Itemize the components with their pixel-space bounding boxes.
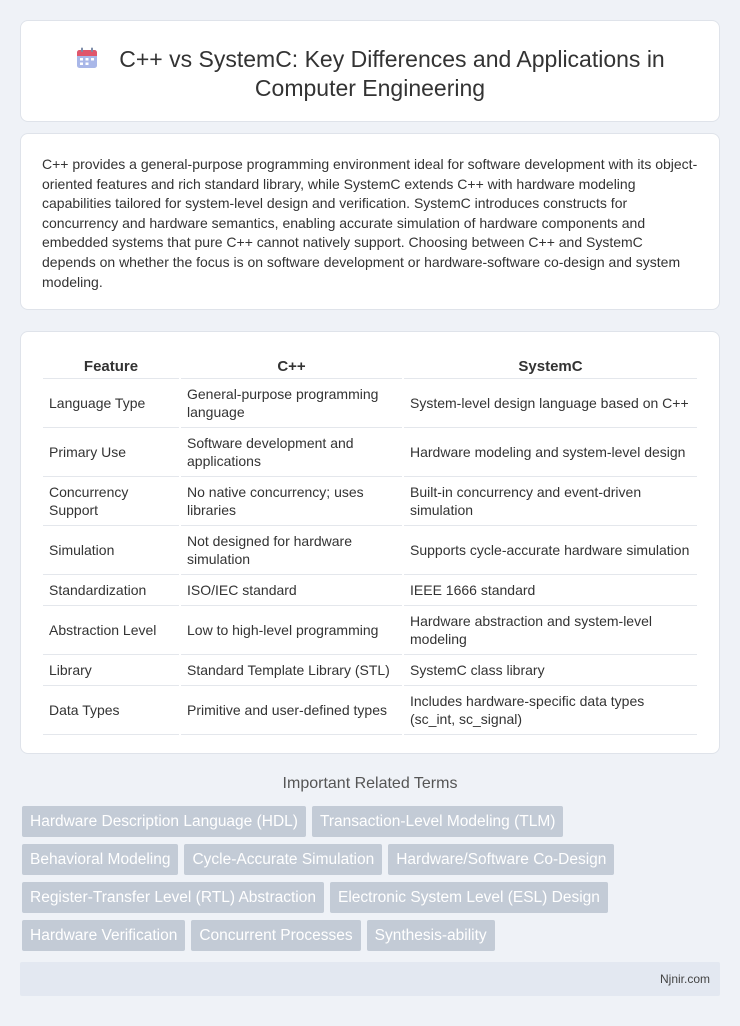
feature-cell: Standardization — [43, 575, 179, 606]
related-terms-heading: Important Related Terms — [282, 775, 458, 792]
title-card — [20, 20, 720, 122]
table-row — [43, 526, 697, 575]
comparison-table — [41, 350, 699, 735]
feature-cell: Primary Use — [43, 428, 179, 477]
related-term-tag[interactable]: Cycle-Accurate Simulation — [184, 844, 382, 875]
page-title — [21, 45, 719, 103]
feature-cell: Language Type — [43, 379, 179, 428]
systemc-cell: SystemC class library — [404, 655, 697, 686]
table-row — [43, 428, 697, 477]
intro-paragraph: C++ provides a general-purpose programming environment ideal for software development with its object-oriented features and rich standard library, while SystemC extends C++ with hardware modeling capabilities tailored for system-level design and verification. SystemC introduces constructs for concurrency and hardware semantics, enabling accurate simulation of hardware components and embedded systems that pure C++ cannot natively support. Choosing between C++ and SystemC depends on whether the focus is on software development or hardware-software co-design and system modeling. — [42, 156, 698, 290]
cpp-cell: No native concurrency; uses libraries — [181, 477, 402, 526]
comparison-card — [20, 331, 720, 754]
systemc-cell: System-level design language based on C++ — [404, 379, 697, 428]
related-term-tag[interactable]: Transaction-Level Modeling (TLM) — [312, 806, 563, 837]
feature-cell: Data Types — [43, 686, 179, 735]
table-row — [43, 606, 697, 655]
footer-bar — [20, 962, 720, 996]
cpp-cell: Software development and applications — [181, 428, 402, 477]
systemc-cell: Hardware modeling and system-level design — [404, 428, 697, 477]
systemc-cell: IEEE 1666 standard — [404, 575, 697, 606]
systemc-cell: Supports cycle-accurate hardware simulation — [404, 526, 697, 575]
header-cpp: C++ — [181, 350, 402, 379]
table-row — [43, 379, 697, 428]
related-term-tag[interactable]: Hardware/Software Co-Design — [388, 844, 614, 875]
cpp-cell: General-purpose programming language — [181, 379, 402, 428]
footer-source: Njnir.com — [659, 972, 710, 986]
header-systemc: SystemC — [404, 350, 697, 379]
related-term-tag[interactable]: Synthesis-ability — [367, 920, 495, 951]
related-term-tag[interactable]: Concurrent Processes — [191, 920, 360, 951]
cpp-cell: Standard Template Library (STL) — [181, 655, 402, 686]
feature-cell: Abstraction Level — [43, 606, 179, 655]
calendar-icon — [75, 46, 99, 70]
related-terms-list — [22, 806, 722, 951]
table-row — [43, 477, 697, 526]
systemc-cell: Includes hardware-specific data types (sc_int, sc_signal) — [404, 686, 697, 735]
title-line-2: Computer Engineering — [254, 75, 486, 101]
feature-cell: Library — [43, 655, 179, 686]
table-header-row — [43, 350, 697, 379]
systemc-cell: Hardware abstraction and system-level modeling — [404, 606, 697, 655]
table-row — [43, 655, 697, 686]
table-row — [43, 575, 697, 606]
related-term-tag[interactable]: Register-Transfer Level (RTL) Abstraction — [22, 882, 324, 913]
intro-card — [20, 133, 720, 310]
header-feature: Feature — [43, 350, 179, 379]
systemc-cell: Built-in concurrency and event-driven simulation — [404, 477, 697, 526]
feature-cell: Simulation — [43, 526, 179, 575]
related-term-tag[interactable]: Hardware Verification — [22, 920, 185, 951]
cpp-cell: ISO/IEC standard — [181, 575, 402, 606]
table-row — [43, 686, 697, 735]
related-term-tag[interactable]: Behavioral Modeling — [22, 844, 178, 875]
related-term-tag[interactable]: Electronic System Level (ESL) Design — [330, 882, 608, 913]
cpp-cell: Not designed for hardware simulation — [181, 526, 402, 575]
cpp-cell: Low to high-level programming — [181, 606, 402, 655]
feature-cell: Concurrency Support — [43, 477, 179, 526]
cpp-cell: Primitive and user-defined types — [181, 686, 402, 735]
title-line-1: C++ vs SystemC: Key Differences and Applications in — [119, 46, 665, 72]
related-term-tag[interactable]: Hardware Description Language (HDL) — [22, 806, 306, 837]
